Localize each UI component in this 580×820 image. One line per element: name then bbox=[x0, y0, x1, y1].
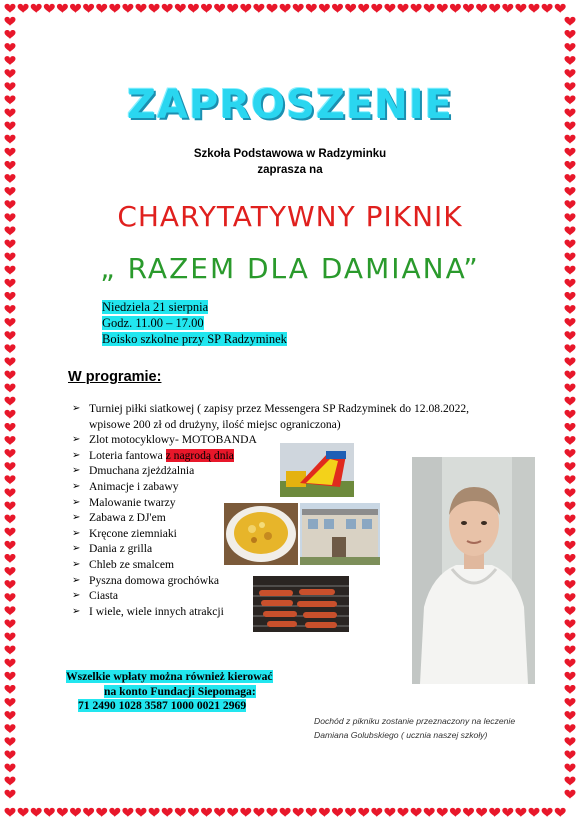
heart-icon bbox=[175, 4, 186, 13]
heart-icon bbox=[293, 808, 304, 817]
heart-icon bbox=[515, 4, 526, 13]
program-item-text: Animacje i zabawy bbox=[89, 479, 179, 493]
program-item-text: Loteria fantowa bbox=[89, 448, 166, 462]
heart-icon bbox=[57, 4, 68, 13]
heart-icon bbox=[5, 659, 16, 668]
heart-icon bbox=[44, 808, 55, 817]
heart-icon bbox=[565, 475, 576, 484]
heart-icon bbox=[5, 567, 16, 576]
heart-icon bbox=[565, 502, 576, 511]
heart-icon bbox=[240, 808, 251, 817]
heart-icon bbox=[565, 777, 576, 786]
heart-icon bbox=[411, 808, 422, 817]
heart-icon bbox=[227, 808, 238, 817]
heart-icon bbox=[332, 4, 343, 13]
heart-icon bbox=[70, 4, 81, 13]
heart-icon bbox=[345, 808, 356, 817]
heart-icon bbox=[489, 808, 500, 817]
heart-icon bbox=[565, 593, 576, 602]
heart-icon bbox=[565, 567, 576, 576]
student-portrait-photo bbox=[412, 457, 535, 684]
heart-icon bbox=[424, 4, 435, 13]
heart-icon bbox=[188, 4, 199, 13]
heart-icon bbox=[515, 808, 526, 817]
heart-icon bbox=[565, 698, 576, 707]
event-info bbox=[102, 299, 287, 347]
heart-icon bbox=[565, 436, 576, 445]
heart-icon bbox=[565, 344, 576, 353]
heart-icon bbox=[565, 318, 576, 327]
invites-text: zaprasza na bbox=[257, 164, 323, 176]
heart-icon bbox=[18, 808, 29, 817]
arrow-bullet-icon: ➢ bbox=[72, 543, 81, 555]
heart-icon bbox=[332, 808, 343, 817]
heart-icon bbox=[31, 4, 42, 13]
heart-icon bbox=[5, 69, 16, 78]
heart-icon bbox=[565, 711, 576, 720]
heart-icon bbox=[565, 606, 576, 615]
heart-icon bbox=[565, 187, 576, 196]
heart-icon bbox=[411, 4, 422, 13]
heart-icon bbox=[565, 331, 576, 340]
heart-icon bbox=[565, 449, 576, 458]
heart-icon bbox=[5, 488, 16, 497]
heart-icon bbox=[398, 4, 409, 13]
program-item-text: Dmuchana zjeżdżalnia bbox=[89, 464, 195, 478]
heart-icon bbox=[319, 808, 330, 817]
heart-icon bbox=[57, 808, 68, 817]
heart-icon bbox=[476, 808, 487, 817]
note-line-1: Dochód z pikniku zostanie przeznaczony na leczenie bbox=[314, 716, 516, 726]
arrow-bullet-icon: ➢ bbox=[72, 449, 81, 461]
heart-icon bbox=[5, 528, 16, 537]
heart-icon bbox=[31, 808, 42, 817]
heart-icon bbox=[5, 371, 16, 380]
heart-icon bbox=[5, 777, 16, 786]
heart-icon bbox=[5, 423, 16, 432]
heart-icon bbox=[5, 593, 16, 602]
heart-icon bbox=[122, 4, 133, 13]
heart-icon bbox=[565, 659, 576, 668]
page-title: ZAPROSZENIE bbox=[127, 82, 453, 128]
heart-icon bbox=[5, 646, 16, 655]
heart-icon bbox=[280, 4, 291, 13]
heart-icon bbox=[345, 4, 356, 13]
heart-icon bbox=[280, 808, 291, 817]
heart-icon bbox=[565, 619, 576, 628]
heart-icon bbox=[136, 808, 147, 817]
heart-icon bbox=[565, 410, 576, 419]
heart-icon bbox=[5, 475, 16, 484]
heart-icon bbox=[358, 4, 369, 13]
heart-icon bbox=[162, 808, 173, 817]
heart-icon bbox=[476, 4, 487, 13]
heart-icon bbox=[565, 397, 576, 406]
heart-icon bbox=[5, 43, 16, 52]
heart-icon bbox=[565, 646, 576, 655]
heart-icon bbox=[358, 808, 369, 817]
heart-icon bbox=[5, 17, 16, 26]
heart-icon bbox=[565, 515, 576, 524]
arrow-bullet-icon: ➢ bbox=[72, 590, 81, 602]
event-title: CHARYTATYWNY PIKNIK bbox=[117, 200, 463, 233]
heart-icon bbox=[565, 30, 576, 39]
heart-icon bbox=[565, 737, 576, 746]
heart-icon bbox=[555, 4, 566, 13]
heart-icon bbox=[5, 808, 16, 817]
heart-icon bbox=[450, 4, 461, 13]
heart-icon bbox=[5, 135, 16, 144]
heart-icon bbox=[83, 808, 94, 817]
heart-icon bbox=[175, 808, 186, 817]
heart-icon bbox=[5, 331, 16, 340]
heart-icon bbox=[565, 357, 576, 366]
heart-icon bbox=[306, 808, 317, 817]
program-item-text: Zabawa z DJ'em bbox=[89, 511, 166, 525]
heart-icon bbox=[565, 724, 576, 733]
heart-icon bbox=[384, 4, 395, 13]
heart-icon bbox=[5, 724, 16, 733]
heart-icon bbox=[5, 292, 16, 301]
heart-icon bbox=[450, 808, 461, 817]
heart-icon bbox=[5, 397, 16, 406]
heart-icon bbox=[424, 808, 435, 817]
heart-icon bbox=[502, 808, 513, 817]
heart-icon bbox=[70, 808, 81, 817]
heart-icon bbox=[565, 135, 576, 144]
pea-soup-photo bbox=[224, 503, 298, 565]
heart-icon bbox=[162, 4, 173, 13]
heart-icon bbox=[5, 187, 16, 196]
heart-icon bbox=[18, 4, 29, 13]
heart-icon bbox=[565, 790, 576, 799]
heart-icon bbox=[463, 808, 474, 817]
heart-icon bbox=[565, 384, 576, 393]
event-date: Niedziela 21 sierpnia bbox=[102, 300, 209, 314]
program-item-text: Turniej piłki siatkowej ( zapisy przez Messengera SP Radzyminek do 12.08.2022, wpisowe 200 zł od drużyny, ilość miejsc ograniczona) bbox=[89, 402, 470, 431]
heart-icon bbox=[565, 541, 576, 550]
inflatable-slide-photo bbox=[280, 443, 354, 497]
heart-icon bbox=[149, 808, 160, 817]
program-item-text: Pyszna domowa grochówka bbox=[89, 573, 220, 587]
heart-icon bbox=[136, 4, 147, 13]
payment-line-1: Wszelkie wpłaty można również kierować bbox=[66, 670, 273, 683]
heart-icon bbox=[5, 790, 16, 799]
proceeds-note bbox=[314, 714, 515, 742]
heart-icon bbox=[555, 808, 566, 817]
heart-icon bbox=[253, 4, 264, 13]
heart-icon bbox=[5, 541, 16, 550]
arrow-bullet-icon: ➢ bbox=[72, 527, 81, 539]
heart-icon bbox=[44, 4, 55, 13]
heart-icon bbox=[5, 619, 16, 628]
heart-icon bbox=[565, 56, 576, 65]
heart-icon bbox=[5, 711, 16, 720]
heart-icon bbox=[5, 672, 16, 681]
arrow-bullet-icon: ➢ bbox=[72, 574, 81, 586]
heart-icon bbox=[5, 410, 16, 419]
heart-icon bbox=[149, 4, 160, 13]
heart-icon bbox=[5, 240, 16, 249]
heart-icon bbox=[227, 4, 238, 13]
program-item bbox=[72, 401, 512, 432]
heart-icon bbox=[5, 449, 16, 458]
program-item-text: Dania z grilla bbox=[89, 542, 153, 556]
heart-icon bbox=[214, 808, 225, 817]
school-building-photo bbox=[300, 503, 380, 565]
heart-icon bbox=[188, 808, 199, 817]
heart-icon bbox=[489, 4, 500, 13]
heart-icon bbox=[5, 750, 16, 759]
heart-icon bbox=[502, 4, 513, 13]
note-line-2: Damiana Golubskiego ( ucznia naszej szkoły) bbox=[314, 730, 488, 740]
heart-icon bbox=[5, 56, 16, 65]
heart-icon bbox=[122, 808, 133, 817]
heart-icon bbox=[5, 515, 16, 524]
bank-account-number: 71 2490 1028 3587 1000 0021 2969 bbox=[78, 699, 247, 712]
heart-icon bbox=[5, 305, 16, 314]
heart-icon bbox=[565, 672, 576, 681]
heart-icon bbox=[293, 4, 304, 13]
event-place: Boisko szkolne przy SP Radzyminek bbox=[102, 332, 287, 346]
arrow-bullet-icon: ➢ bbox=[72, 605, 81, 617]
heart-icon bbox=[565, 305, 576, 314]
heart-icon bbox=[529, 4, 540, 13]
heart-icon bbox=[565, 580, 576, 589]
heart-icon bbox=[5, 4, 16, 13]
heart-icon bbox=[5, 554, 16, 563]
arrow-bullet-icon: ➢ bbox=[72, 512, 81, 524]
heart-icon bbox=[565, 633, 576, 642]
heart-icon bbox=[5, 436, 16, 445]
heart-icon bbox=[565, 554, 576, 563]
heart-icon bbox=[565, 462, 576, 471]
heart-icon bbox=[529, 808, 540, 817]
heart-icon bbox=[83, 4, 94, 13]
school-text bbox=[0, 146, 580, 178]
heart-icon bbox=[565, 764, 576, 773]
heart-icon bbox=[565, 17, 576, 26]
heart-icon bbox=[398, 808, 409, 817]
heart-icon bbox=[371, 4, 382, 13]
heart-icon bbox=[437, 808, 448, 817]
arrow-bullet-icon: ➢ bbox=[72, 465, 81, 477]
program-item-text: I wiele, wiele innych atrakcji bbox=[89, 604, 224, 618]
heart-icon bbox=[240, 4, 251, 13]
heart-icon bbox=[5, 384, 16, 393]
program-item-text: Ciasta bbox=[89, 589, 118, 603]
heart-icon bbox=[542, 808, 553, 817]
heart-icon bbox=[565, 43, 576, 52]
grilled-sausages-photo bbox=[253, 576, 349, 632]
arrow-bullet-icon: ➢ bbox=[72, 403, 81, 414]
heart-icon bbox=[565, 528, 576, 537]
heart-icon bbox=[5, 357, 16, 366]
heart-icon bbox=[5, 698, 16, 707]
heart-icon bbox=[5, 502, 16, 511]
heart-icon bbox=[5, 764, 16, 773]
event-time: Godz. 11.00 – 17.00 bbox=[102, 316, 204, 330]
heart-icon bbox=[5, 462, 16, 471]
arrow-bullet-icon: ➢ bbox=[72, 496, 81, 508]
heart-icon bbox=[214, 4, 225, 13]
heart-icon bbox=[371, 808, 382, 817]
heart-icon bbox=[565, 240, 576, 249]
heart-icon bbox=[565, 292, 576, 301]
heart-icon bbox=[384, 808, 395, 817]
program-heading: W programie: bbox=[68, 369, 162, 385]
heart-icon bbox=[109, 808, 120, 817]
heart-icon bbox=[5, 580, 16, 589]
event-subtitle: „ RAZEM DLA DAMIANA” bbox=[100, 252, 480, 285]
heart-icon bbox=[306, 4, 317, 13]
heart-icon bbox=[267, 4, 278, 13]
heart-icon bbox=[96, 808, 107, 817]
heart-icon bbox=[5, 737, 16, 746]
program-item-text: Chleb ze smalcem bbox=[89, 557, 174, 571]
arrow-bullet-icon: ➢ bbox=[72, 558, 81, 570]
heart-icon bbox=[542, 4, 553, 13]
heart-icon bbox=[253, 808, 264, 817]
program-item-text: Zlot motocyklowy- MOTOBANDA bbox=[89, 433, 257, 447]
heart-icon bbox=[5, 633, 16, 642]
payment-line-2: na konto Fundacji Siepomaga: bbox=[104, 684, 256, 698]
heart-icon bbox=[565, 685, 576, 694]
prize-highlight: z nagrodą dnia bbox=[165, 448, 234, 462]
heart-icon bbox=[5, 318, 16, 327]
payment-info bbox=[66, 670, 273, 714]
program-item-text: Kręcone ziemniaki bbox=[89, 526, 177, 540]
heart-icon bbox=[5, 685, 16, 694]
heart-icon bbox=[565, 69, 576, 78]
program-item-text: Malowanie twarzy bbox=[89, 495, 176, 509]
heart-icon bbox=[319, 4, 330, 13]
heart-icon bbox=[109, 4, 120, 13]
heart-icon bbox=[267, 808, 278, 817]
heart-icon bbox=[565, 371, 576, 380]
heart-icon bbox=[437, 4, 448, 13]
heart-icon bbox=[565, 488, 576, 497]
heart-icon bbox=[5, 606, 16, 615]
heart-icon bbox=[463, 4, 474, 13]
heart-icon bbox=[565, 750, 576, 759]
heart-icon bbox=[96, 4, 107, 13]
heart-icon bbox=[565, 423, 576, 432]
heart-icon bbox=[5, 344, 16, 353]
arrow-bullet-icon: ➢ bbox=[72, 480, 81, 492]
arrow-bullet-icon: ➢ bbox=[72, 434, 81, 446]
heart-icon bbox=[201, 808, 212, 817]
heart-icon bbox=[5, 30, 16, 39]
school-name: Szkoła Podstawowa w Radzyminku bbox=[193, 148, 387, 160]
heart-icon bbox=[201, 4, 212, 13]
